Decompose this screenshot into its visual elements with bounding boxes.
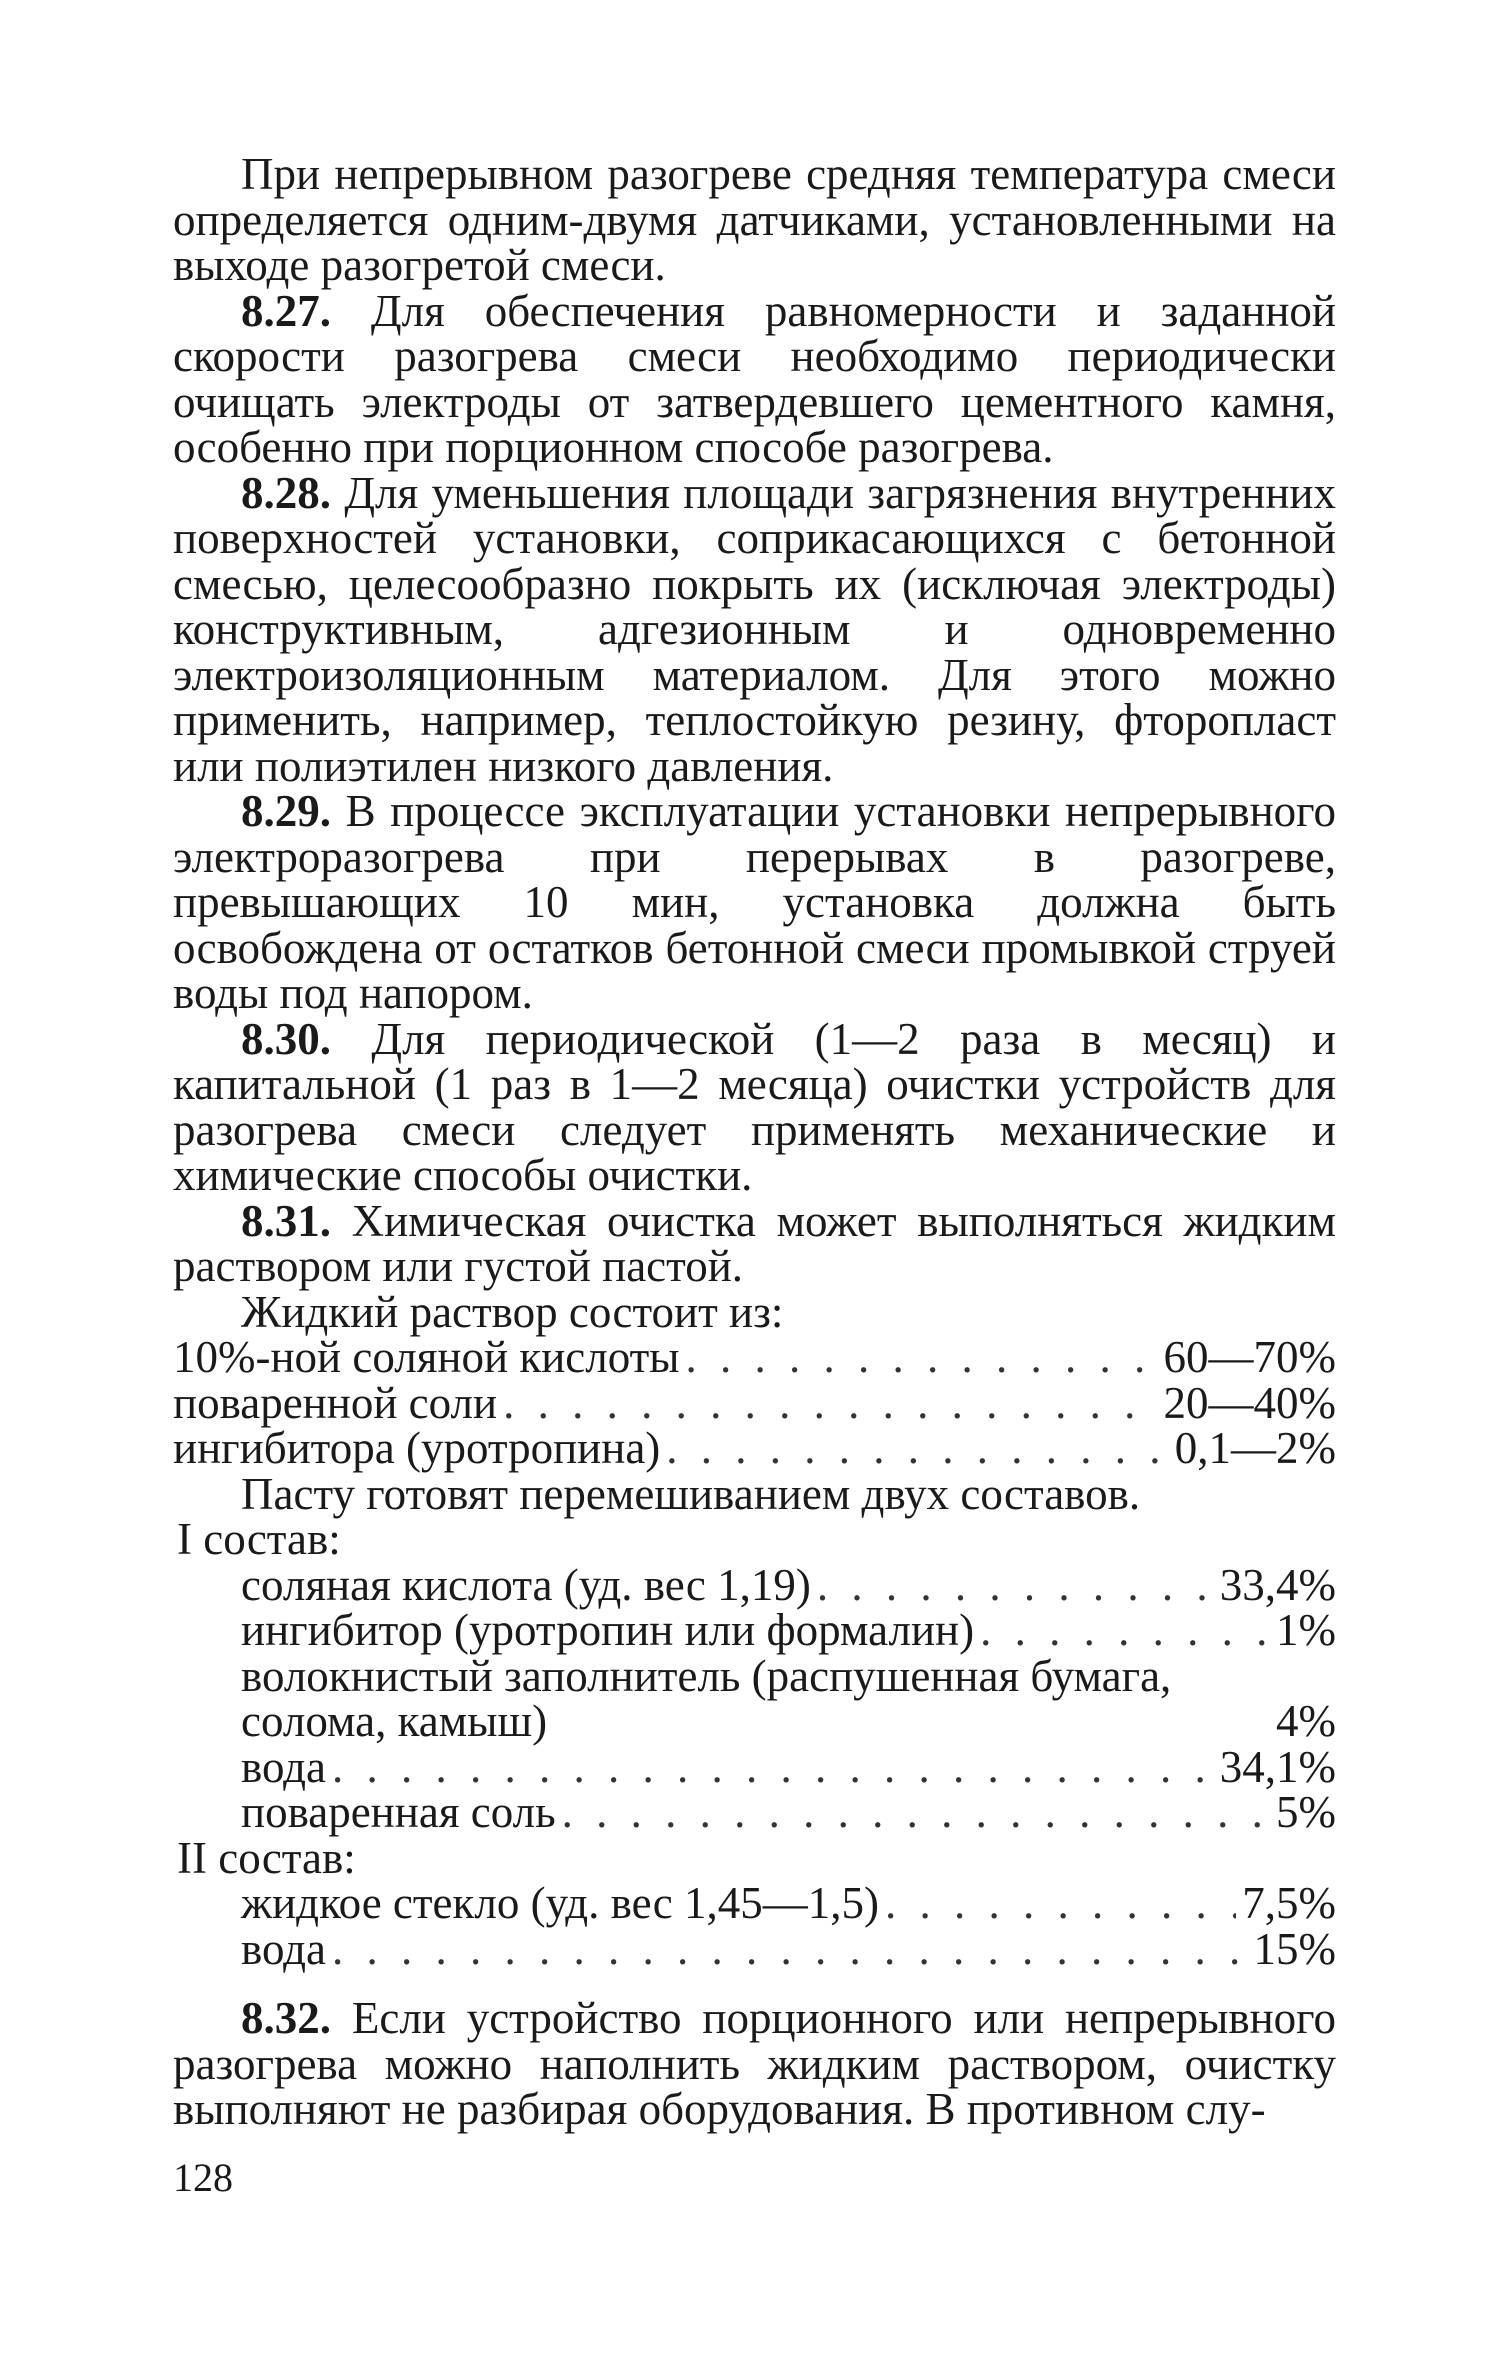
paragraph-8-29 — [173, 786, 1336, 1018]
list-item — [173, 1377, 1336, 1428]
dot-leader — [885, 1881, 1236, 1927]
section-number-8-29: 8.29. — [241, 786, 331, 836]
item-label: 10%-ной соляной кислоты — [173, 1332, 680, 1382]
item-value: 1% — [1276, 1605, 1336, 1655]
item-value: 4% — [1276, 1696, 1336, 1746]
section-text-8-30: Для периодической (1—2 раза в месяц) и капитальной (1 раз в 1—2 месяца) очистки устройств для разогрева смеси следует применять механические и химические способы очистки. — [173, 1013, 1336, 1200]
page-number: 128 — [173, 2155, 233, 2200]
section-number-8-32: 8.32. — [241, 1993, 331, 2043]
section-number-8-27: 8.27. — [241, 285, 331, 336]
item-value: 34,1% — [1219, 1741, 1336, 1792]
item-label: ингибитор (уротропин или формалин) — [241, 1605, 975, 1655]
item-label: поваренная соль — [241, 1787, 556, 1837]
section-text-8-29: В процессе эксплуатации установки непрерывного электроразогрева при перерывах в разогреве, превышающих 10 мин, установка должна быть освобождена от остатков бетонной смеси промывкой струей воды под напором. — [173, 786, 1336, 1018]
dot-leader — [503, 1381, 1157, 1427]
dot-leader — [980, 1608, 1270, 1654]
item-label: жидкое стекло (уд. вес 1,45—1,5) — [241, 1878, 879, 1928]
paragraph-8-27 — [173, 285, 1336, 472]
list-item — [241, 1787, 1336, 1837]
item-value: 15% — [1253, 1923, 1336, 1974]
item-value: 33,4% — [1219, 1559, 1336, 1610]
item-label: вода — [241, 1923, 327, 1974]
dot-leader — [332, 1745, 1214, 1791]
item-value: 0,1—2% — [1174, 1423, 1336, 1473]
item-value: 7,5% — [1242, 1878, 1336, 1928]
paragraph-8-32 — [173, 1993, 1336, 2134]
list-item — [173, 1332, 1336, 1382]
item-label: ингибитора (уротропина) — [173, 1423, 661, 1473]
section-text-8-32: Если устройство порционного или непрерывного разогрева можно наполнить жидким раствором, очистку выполняют не разбирая оборудования. В противном слу- — [173, 1993, 1336, 2134]
list-item — [241, 1741, 1336, 1792]
dot-leader — [817, 1563, 1214, 1609]
list-item — [241, 1559, 1336, 1610]
list-item — [173, 1423, 1336, 1473]
section-text-8-31: Химическая очистка может выполняться жидким раствором или густой пастой. — [173, 1195, 1336, 1291]
dot-leader — [666, 1426, 1168, 1472]
section-text-8-28: Для уменьшения площади загрязнения внутренних поверхностей установки, соприкасающихся с бетонной смесью, целесообразно покрыть их (исключая электроды) конструктивным, адгезионным и одновременно электроизоляционным материалом. Для этого можно применить, например, теплостойкую резину, фторопласт или полиэтилен низкого давления. — [173, 467, 1336, 791]
paragraph-continuous-heating: При непрерывном разогреве средняя температура смеси определяется одним-двумя датчиками, установленными на выходе разогретой смеси. — [173, 149, 1336, 290]
item-value: 60—70% — [1163, 1332, 1336, 1382]
list-item-wrapped — [241, 1650, 1336, 1746]
paste-intro: Пасту готовят перемешиванием двух составов. — [241, 1468, 1141, 1519]
page-body — [173, 149, 1336, 2134]
section-text-8-27: Для обеспечения равномерности и заданной скорости разогрева смеси необходимо периодически очищать электроды от затвердевшего цементного камня, особенно при порционном способе разогрева. — [173, 285, 1336, 472]
list-item — [241, 1605, 1336, 1655]
composition-2-list — [173, 1878, 1336, 1974]
list-item — [241, 1923, 1336, 1974]
liquid-solution-intro: Жидкий раствор состоит из: — [241, 1286, 784, 1337]
paragraph-8-31 — [173, 1195, 1336, 1291]
paragraph-8-28 — [173, 467, 1336, 791]
item-value: 5% — [1276, 1787, 1336, 1837]
composition-1-heading: I состав: — [177, 1514, 341, 1564]
section-number-8-31: 8.31. — [241, 1195, 331, 1246]
dot-leader — [332, 1927, 1247, 1973]
item-label: волокнистый заполнитель (распушенная бумага, солома, камыш) — [241, 1650, 1172, 1746]
liquid-solution-list — [173, 1332, 1336, 1473]
section-number-8-28: 8.28. — [241, 467, 331, 518]
item-label: соляная кислота (уд. вес 1,19) — [241, 1559, 811, 1610]
item-label: вода — [241, 1741, 327, 1792]
dot-leader — [562, 1790, 1270, 1836]
composition-2-heading: II состав: — [177, 1832, 356, 1883]
item-label: поваренной соли — [173, 1377, 498, 1428]
item-value: 20—40% — [1163, 1377, 1336, 1428]
composition-1-list — [173, 1559, 1336, 1837]
list-item — [241, 1878, 1336, 1928]
section-number-8-30: 8.30. — [241, 1013, 331, 1064]
dot-leader — [686, 1335, 1158, 1381]
paragraph-8-30 — [173, 1013, 1336, 1200]
